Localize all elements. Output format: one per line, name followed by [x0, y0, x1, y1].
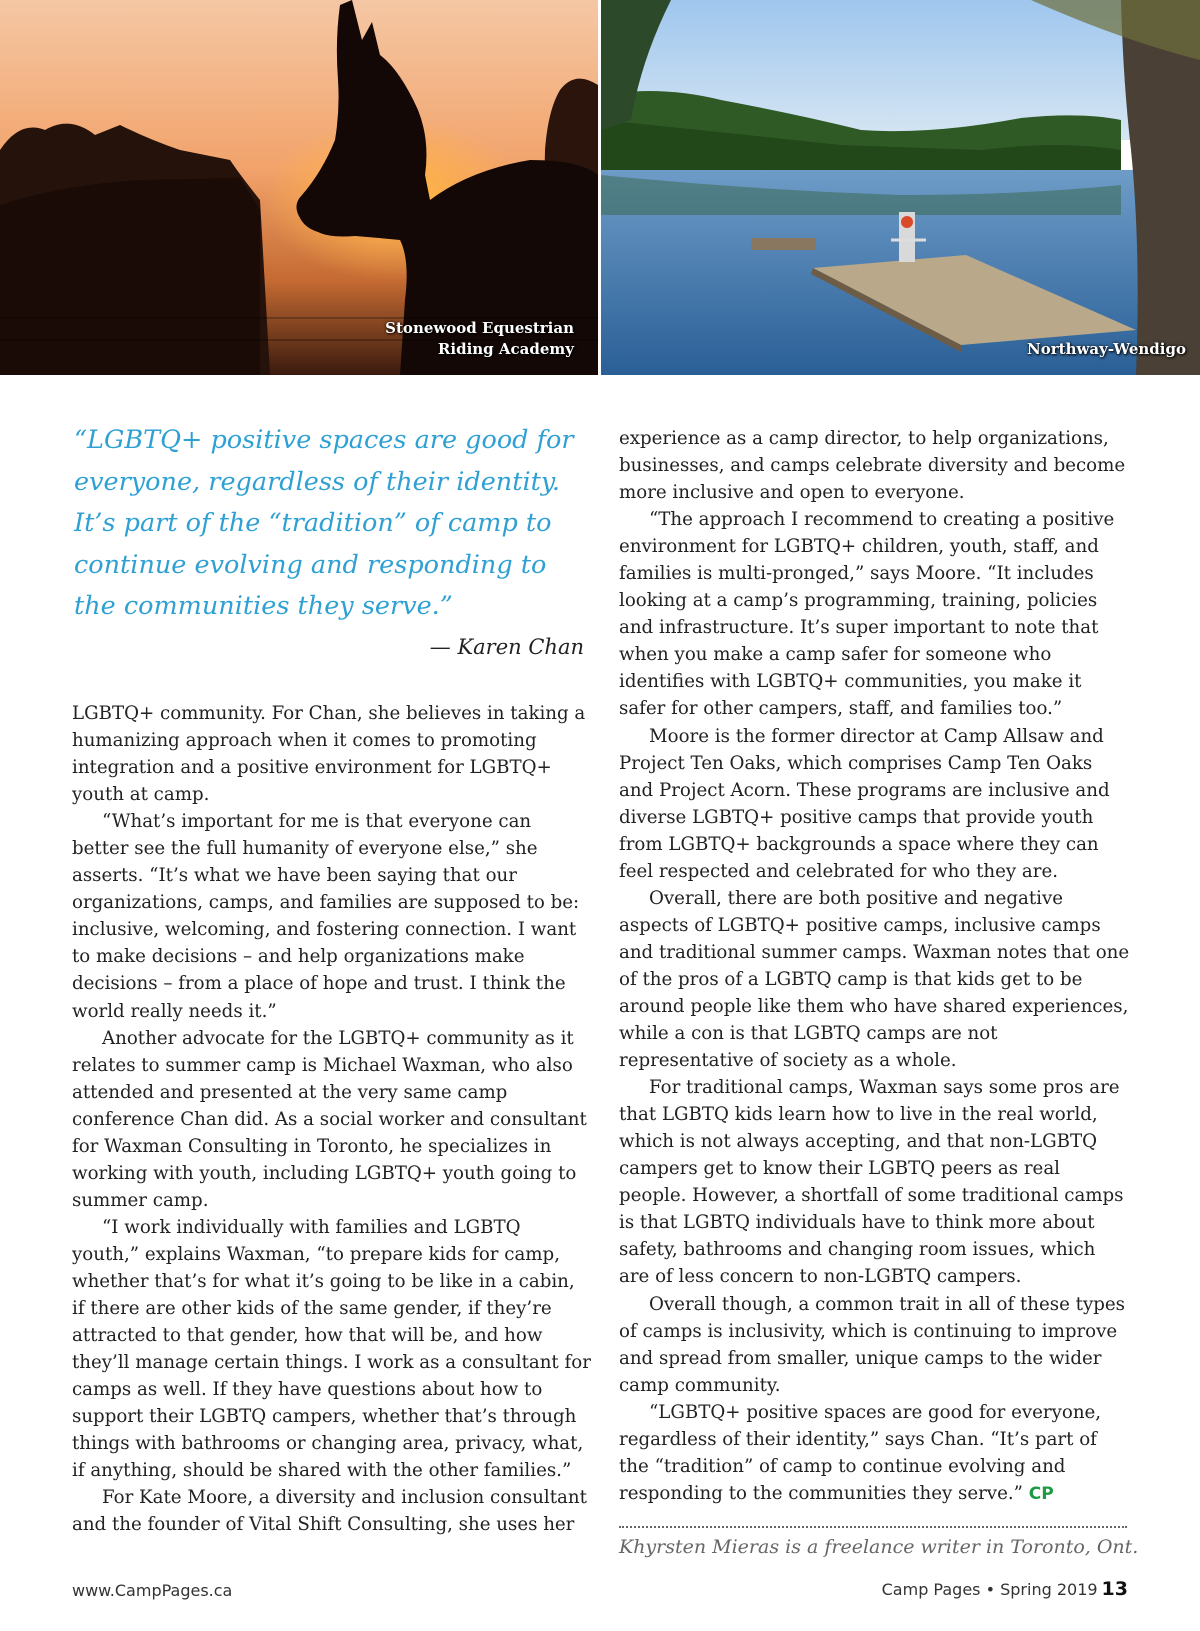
footer-publication: [882, 1578, 1128, 1600]
horse-sunset-photo: [0, 0, 598, 375]
article-column-right: [619, 425, 1131, 1508]
article-paragraph: For Kate Moore, a diversity and inclusion consultant and the founder of Vital Shift Consulting, she uses her: [72, 1487, 587, 1536]
lake-dock-image: [601, 0, 1200, 375]
end-mark-cp: CP: [1028, 1483, 1054, 1504]
lake-dock-photo: [601, 0, 1200, 375]
footer-publication-name: Camp Pages • Spring 2019: [881, 1580, 1098, 1599]
photo-credit-line: Riding Academy: [437, 340, 574, 358]
photo-credit-stonewood: [385, 318, 574, 360]
photo-credit-northway: Northway-Wendigo: [1027, 340, 1186, 358]
page-number: 13: [1101, 1578, 1128, 1600]
article-paragraph: Overall, there are both positive and negative aspects of LGBTQ+ positive camps, inclusive camps and traditional summer camps. Waxman notes that one of the pros of a LGBTQ camp is that kids get to be around people like them who have shared experiences, while a con is that LGBTQ camps are not representative of society as a whole.: [619, 887, 1130, 1072]
photo-credit-line: Stonewood Equestrian: [385, 319, 574, 337]
pull-quote-attribution: — Karen Chan: [429, 635, 584, 659]
article-paragraph-final: [619, 1399, 1131, 1508]
article-paragraph: “What’s important for me is that everyone can better see the full humanity of everyone else,” she asserts. “It’s what we have been saying that our organizations, camps, and families are supposed to be: inclusive, welcoming, and fostering connection. I want to make decisions – and help organizations make decisions – from a place of hope and trust. I think the world really needs it.”: [72, 811, 580, 1022]
article-column-left: [72, 700, 592, 1538]
closing-paragraph-text: “LGBTQ+ positive spaces are good for everyone, regardless of their identity,” says Chan. “It’s part of the “tradition” of camp to continue evolving and responding to the communities they serve.”: [619, 1401, 1102, 1504]
pull-quote: “LGBTQ+ positive spaces are good for everyone, regardless of their identity. It’s part of the “tradition” of camp to continue evolving and responding to the communities they serve.”: [74, 425, 574, 621]
article-paragraph: “The approach I recommend to creating a positive environment for LGBTQ+ children, youth, staff, and families is multi-pronged,” says Moore. “It includes looking at a camp’s programming, training, policies and infrastructure. It’s super important to note that when you make a camp safer for someone who identifies with LGBTQ+ communities, you make it safer for other campers, staff, and families too.”: [619, 509, 1115, 720]
author-bio: Khyrsten Mieras is a freelance writer in Toronto, Ont.: [619, 1536, 1139, 1558]
bio-divider: [619, 1526, 1127, 1528]
footer-website: www.CampPages.ca: [72, 1581, 233, 1600]
article-paragraph: Another advocate for the LGBTQ+ community as it relates to summer camp is Michael Waxman, who also attended and presented at the very same camp conference Chan did. As a social worker and consultant for Waxman Consulting in Toronto, he specializes in working with youth, including LGBTQ+ youth going to summer camp.: [72, 1027, 587, 1211]
article-paragraph: Moore is the former director at Camp Allsaw and Project Ten Oaks, which comprises Camp Ten Oaks and Project Acorn. These programs are inclusive and diverse LGBTQ+ positive camps that provide youth from LGBTQ+ backgrounds a space where they can feel respected and celebrated for who they are.: [619, 725, 1110, 882]
article-paragraph: LGBTQ+ community. For Chan, she believes in taking a humanizing approach when it comes to promoting integration and a positive environment for LGBTQ+ youth at camp.: [72, 703, 586, 806]
article-paragraph: Overall though, a common trait in all of these types of camps is inclusivity, which is continuing to improve and spread from smaller, unique camps to the wider camp community.: [619, 1293, 1125, 1396]
article-paragraph: “I work individually with families and LGBTQ youth,” explains Waxman, “to prepare kids for camp, whether that’s for what it’s going to be like in a cabin, if there are other kids of the same gender, if they’re attracted to that gender, how that will be, and how they’ll manage certain things. I work as a consultant for camps as well. If they have questions about how to support their LGBTQ campers, whether that’s through things with bathrooms or changing area, privacy, what, if anything, should be shared with the other families.”: [72, 1216, 591, 1482]
article-paragraph: experience as a camp director, to help organizations, businesses, and camps celebrate diversity and become more inclusive and open to everyone.: [619, 428, 1126, 504]
article-paragraph: For traditional camps, Waxman says some pros are that LGBTQ kids learn how to live in the real world, which is not always accepting, and that non-LGBTQ campers get to know their LGBTQ peers as real people. However, a shortfall of some traditional camps is that LGBTQ individuals have to think more about safety, bathrooms and changing room issues, which are of less concern to non-LGBTQ campers.: [619, 1077, 1124, 1288]
